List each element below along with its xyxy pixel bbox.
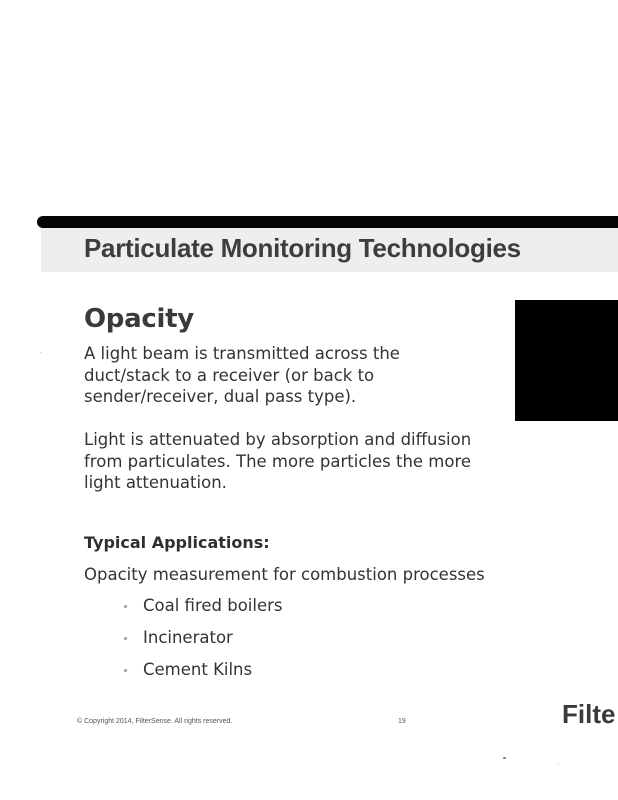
list-item-label: Coal fired boilers xyxy=(143,596,283,615)
scan-speck xyxy=(503,757,506,759)
list-item-label: Cement Kilns xyxy=(143,660,253,679)
applications-heading: Typical Applications: xyxy=(84,533,270,552)
black-image-block xyxy=(515,300,618,421)
scan-speck xyxy=(40,352,41,353)
title-bar-divider xyxy=(37,216,618,228)
list-item xyxy=(120,594,283,626)
list-item-label: Incinerator xyxy=(143,628,233,647)
paragraph-attenuation: Light is attenuated by absorption and diffusion from particulates. The more particles the more light attenuation. xyxy=(84,430,472,492)
page-number: 19 xyxy=(398,718,406,725)
bullet-icon xyxy=(124,605,127,608)
list-item xyxy=(120,658,283,690)
bullet-icon xyxy=(124,637,127,640)
bullet-icon xyxy=(124,669,127,672)
footer-copyright: © Copyright 2014, FilterSense. All rights reserved. xyxy=(77,718,233,725)
applications-list xyxy=(120,594,283,690)
page-title: Particulate Monitoring Technologies xyxy=(84,233,521,263)
list-item xyxy=(120,626,283,658)
section-heading: Opacity xyxy=(84,304,194,334)
applications-intro: Opacity measurement for combustion processes xyxy=(84,565,485,584)
paragraph-beam: A light beam is transmitted across the duct/stack to a receiver (or back to sender/receiver, dual pass type). xyxy=(84,344,400,406)
brand-logo-text: Filte xyxy=(562,699,616,729)
scan-speck xyxy=(558,763,559,764)
